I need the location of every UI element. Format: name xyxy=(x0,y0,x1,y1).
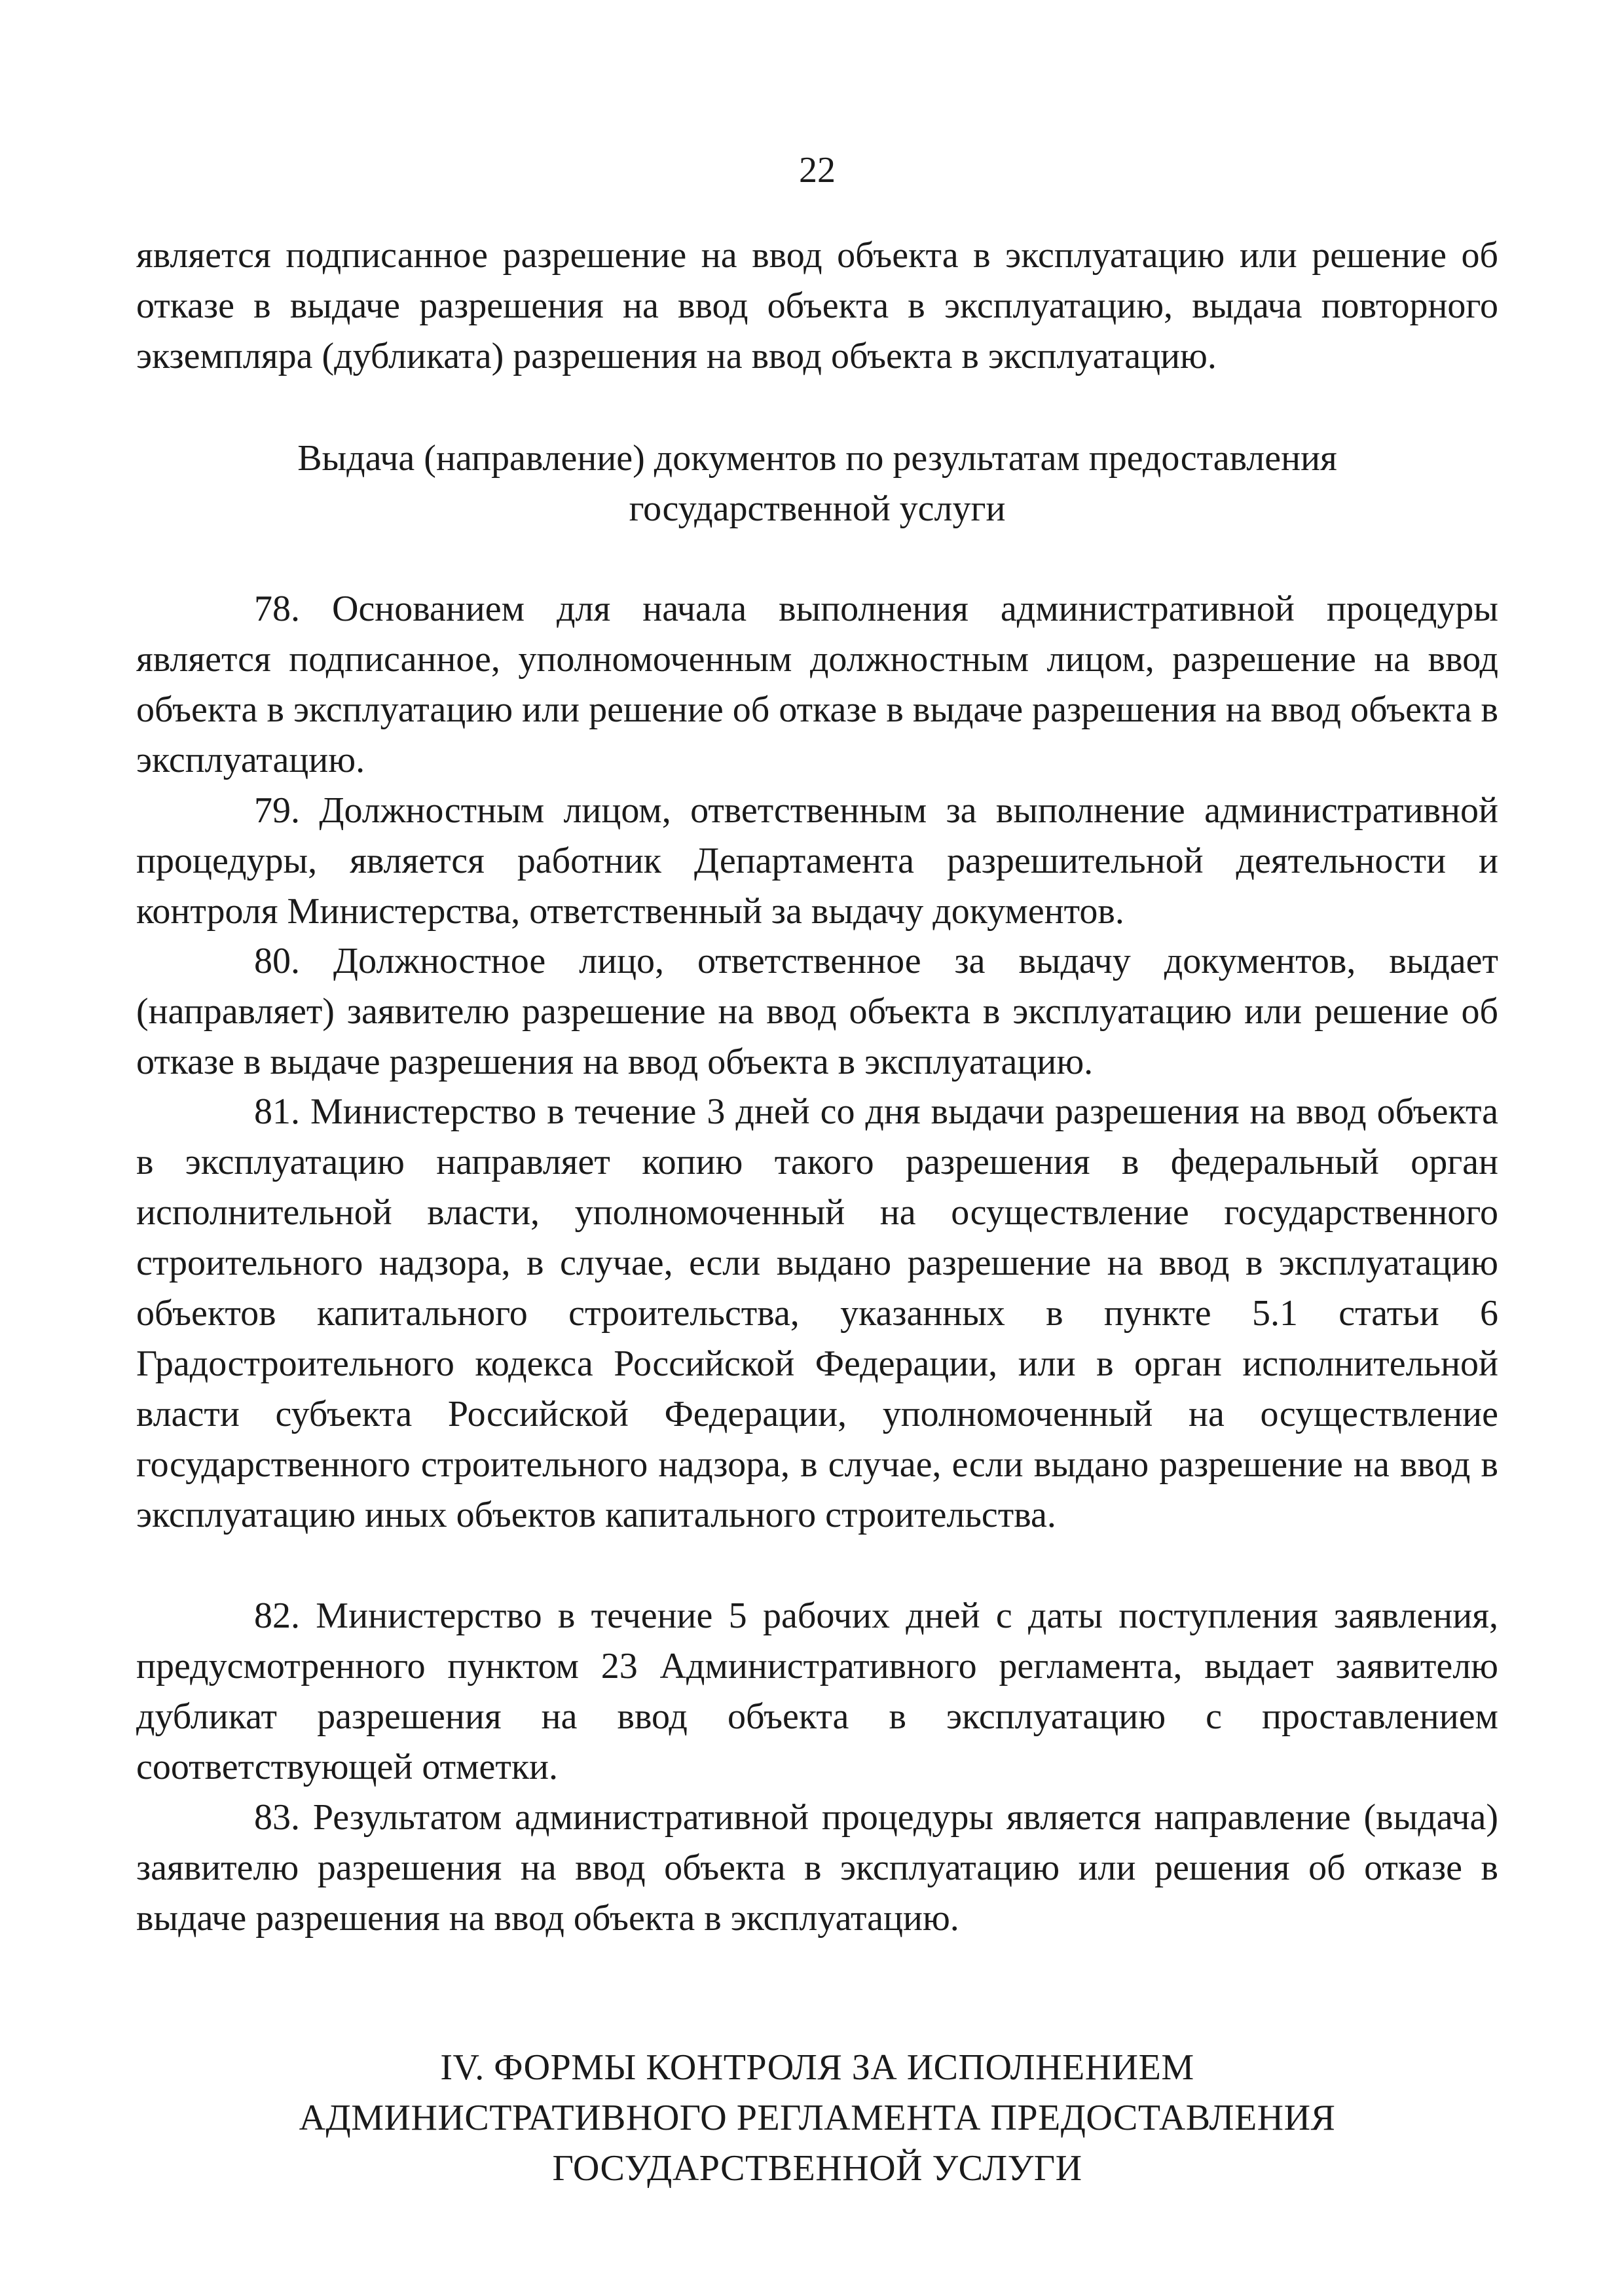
chapter-heading-line-2: АДМИНИСТРАТИВНОГО РЕГЛАМЕНТА ПРЕДОСТАВЛЕНИЯ xyxy=(299,2098,1336,2138)
continued-paragraph xyxy=(136,230,1498,382)
page-number: 22 xyxy=(799,150,836,191)
document-page xyxy=(136,0,1498,2296)
paragraph-82 xyxy=(136,1591,1498,1793)
section-heading-line-1: Выдача (направление) документов по результатам предоставления xyxy=(297,438,1337,479)
continued-paragraph-text: является подписанное разрешение на ввод объекта в эксплуатацию или решение об отказе в выдаче разрешения на ввод объекта в эксплуатацию, выдача повторного экземпляра (дубликата) разрешения на ввод объекта в эксплуатацию. xyxy=(136,235,1498,376)
paragraph-82-text: 82. Министерство в течение 5 рабочих дней с даты поступления заявления, предусмотренного пунктом 23 Административного регламента, выдает заявителю дубликат разрешения на ввод объекта в эксплуатацию с проставлением соответствующей отметки. xyxy=(136,1595,1498,1787)
paragraph-83 xyxy=(136,1793,1498,1944)
paragraph-83-text: 83. Результатом административной процедуры является направление (выдача) заявителю разрешения на ввод объекта в эксплуатацию или решения об отказе в выдаче разрешения на ввод объекта в эксплуатацию. xyxy=(136,1797,1498,1939)
paragraph-80 xyxy=(136,936,1498,1087)
paragraph-78 xyxy=(136,584,1498,786)
paragraph-81 xyxy=(136,1087,1498,1540)
paragraph-80-text: 80. Должностное лицо, ответственное за выдачу документов, выдает (направляет) заявителю разрешение на ввод объекта в эксплуатацию или решение об отказе в выдаче разрешения на ввод объекта в эксплуатацию. xyxy=(136,941,1498,1082)
paragraph-79-text: 79. Должностным лицом, ответственным за выполнение административной процедуры, является работник Департамента разрешительной деятельности и контроля Министерства, ответственный за выдачу документов. xyxy=(136,790,1498,932)
chapter-heading-line-1: IV. ФОРМЫ КОНТРОЛЯ ЗА ИСПОЛНЕНИЕМ xyxy=(440,2047,1194,2088)
chapter-heading xyxy=(136,2043,1498,2194)
section-heading xyxy=(136,433,1498,534)
section-heading-line-2: государственной услуги xyxy=(629,488,1006,529)
chapter-heading-line-3: ГОСУДАРСТВЕННОЙ УСЛУГИ xyxy=(552,2148,1082,2189)
paragraph-79 xyxy=(136,786,1498,937)
paragraph-81-text: 81. Министерство в течение 3 дней со дня выдачи разрешения на ввод объекта в эксплуатацию направляет копию такого разрешения в федеральный орган исполнительной власти, уполномоченный на осуществление государственного строительного надзора, в случае, если выдано разрешение на ввод в эксплуатацию объектов капитального строительства, указанных в пункте 5.1 статьи 6 Градостроительного кодекса Российской Федерации, или в орган исполнительной власти субъекта Российской Федерации, уполномоченный на осуществление государственного строительного надзора, в случае, если выдано разрешение на ввод в эксплуатацию иных объектов капитального строительства. xyxy=(136,1091,1498,1535)
paragraph-78-text: 78. Основанием для начала выполнения административной процедуры является подписанное, уполномоченным должностным лицом, разрешение на ввод объекта в эксплуатацию или решение об отказе в выдаче разрешения на ввод объекта в эксплуатацию. xyxy=(136,589,1498,780)
